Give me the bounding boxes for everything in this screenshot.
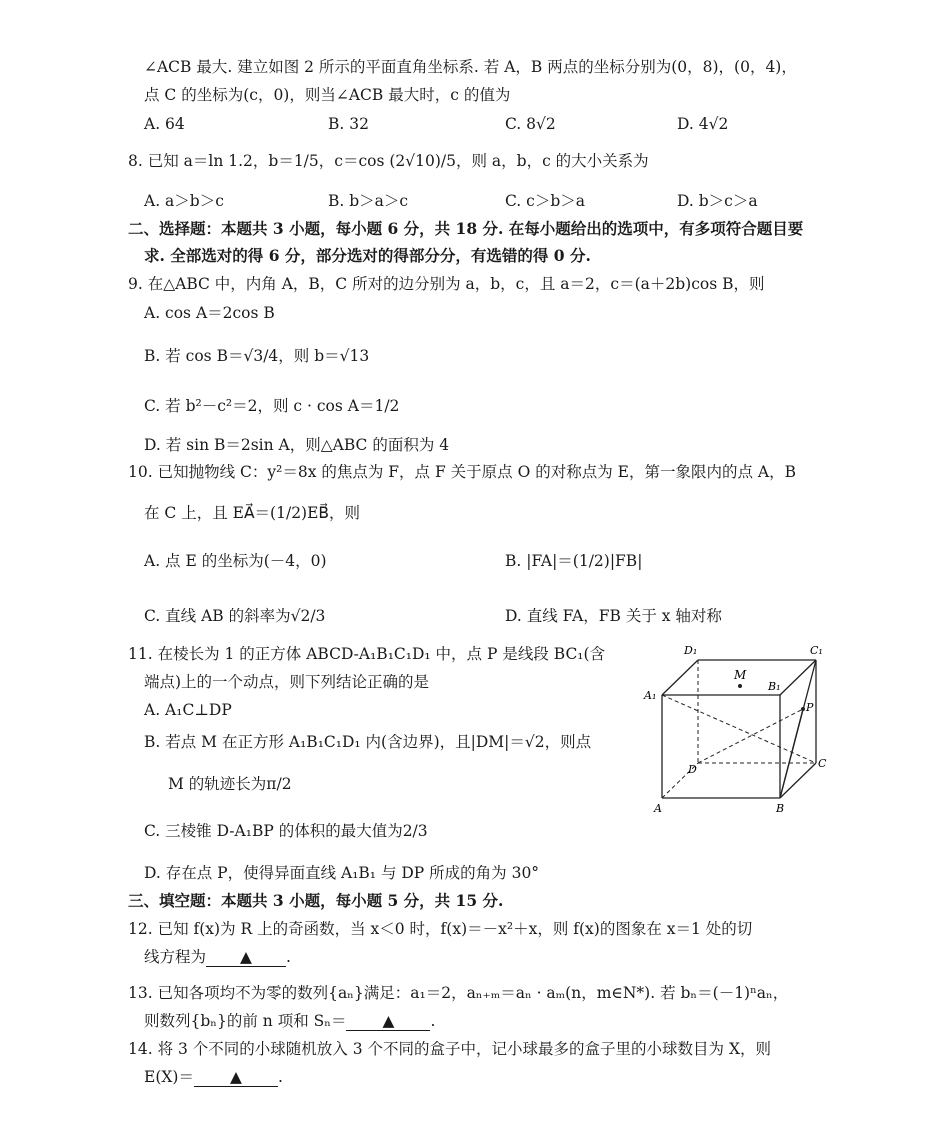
q8-option-b: B. b＞a＞c <box>328 192 409 210</box>
q7-option-b: B. 32 <box>328 115 369 133</box>
q7-option-c: C. 8√2 <box>505 115 556 133</box>
q9-option-a: A. cos A＝2cos B <box>144 304 275 322</box>
q14-line2 <box>144 1066 283 1088</box>
q10-option-a: A. 点 E 的坐标为(－4，0) <box>144 552 327 570</box>
q10-line1: 10. 已知抛物线 C：y²＝8x 的焦点为 F，点 F 关于原点 O 的对称点为 E，第一象限内的点 A，B <box>128 463 796 481</box>
q11-line2: 端点)上的一个动点，则下列结论正确的是 <box>144 673 430 691</box>
q11-option-b: B. 若点 M 在正方形 A₁B₁C₁D₁ 内(含边界)，且|DM|＝√2，则点 <box>144 733 592 751</box>
label-d1: D₁ <box>684 644 698 657</box>
q12-period: . <box>286 948 291 966</box>
cube-figure <box>640 640 850 820</box>
diag-d-p <box>698 709 803 763</box>
edge-b1-c1 <box>780 660 816 695</box>
q11-option-d: D. 存在点 P，使得异面直线 A₁B₁ 与 DP 所成的角为 30° <box>144 864 540 882</box>
q10-option-c: C. 直线 AB 的斜率为√2/3 <box>144 607 326 625</box>
q11-line1: 11. 在棱长为 1 的正方体 ABCD-A₁B₁C₁D₁ 中，点 P 是线段 BC₁(含 <box>128 645 606 663</box>
section3-title: 三、填空题：本题共 3 小题，每小题 5 分，共 15 分. <box>128 891 504 910</box>
edge-a1-d1 <box>662 660 698 695</box>
q13-line2 <box>144 1010 435 1032</box>
q8-option-c: C. c＞b＞a <box>505 192 586 210</box>
q9-option-c: C. 若 b²－c²＝2，则 c · cos A＝1/2 <box>144 397 400 415</box>
label-a1: A₁ <box>644 689 657 702</box>
section2-line1: 二、选择题：本题共 3 小题，每小题 6 分，共 18 分. 在每小题给出的选项中，有多项符合题目要 <box>128 219 804 238</box>
q9-option-d: D. 若 sin B＝2sin A，则△ABC 的面积为 4 <box>144 436 450 454</box>
q13-line2-text: 则数列{bₙ}的前 n 项和 Sₙ＝ <box>144 1012 347 1030</box>
q11-option-a: A. A₁C⊥DP <box>144 701 232 719</box>
q11-option-c: C. 三棱锥 D-A₁BP 的体积的最大值为2/3 <box>144 822 428 840</box>
q10-option-b: B. |FA|＝(1/2)|FB| <box>505 552 643 570</box>
q14-line2-text: E(X)＝ <box>144 1068 194 1086</box>
label-b: B <box>776 802 785 815</box>
label-b1: B₁ <box>768 680 781 693</box>
q14-answer-blank: ▲ <box>194 1068 278 1087</box>
q8-option-a: A. a＞b＞c <box>144 192 224 210</box>
label-p: P <box>806 701 814 714</box>
q14-line1: 14. 将 3 个不同的小球随机放入 3 个不同的盒子中，记小球最多的盒子里的小球数目为 X，则 <box>128 1040 771 1058</box>
point-m <box>738 684 742 688</box>
label-d: D <box>688 763 697 776</box>
q8-option-d: D. b＞c＞a <box>677 192 758 210</box>
q7-option-a: A. 64 <box>144 115 185 133</box>
q13-answer-blank: ▲ <box>346 1012 430 1031</box>
section2-line2: 求. 全部选对的得 6 分，部分选对的得部分分，有选错的得 0 分. <box>144 246 591 265</box>
q14-period: . <box>277 1068 283 1086</box>
q7-line1: ∠ACB 最大. 建立如图 2 所示的平面直角坐标系. 若 A，B 两点的坐标分别为(0，8)，(0，4)， <box>144 58 797 76</box>
segment-p-b <box>780 709 803 798</box>
q12-line2 <box>144 946 291 968</box>
q8-stem: 8. 已知 a＝ln 1.2，b＝1/5，c＝cos (2√10)/5，则 a，b，c 的大小关系为 <box>128 152 649 170</box>
label-a: A <box>654 802 662 815</box>
point-p <box>801 707 805 711</box>
q13-period: . <box>430 1012 436 1030</box>
edge-b-c <box>780 763 816 798</box>
q7-line2: 点 C 的坐标为(c，0)，则当∠ACB 最大时，c 的值为 <box>144 86 511 104</box>
q10-line2: 在 C 上，且 EA⃗＝(1/2)EB⃗，则 <box>144 504 361 522</box>
q11-option-b-cont: M 的轨迹长为π/2 <box>168 775 292 793</box>
diag-a1-c <box>662 695 816 763</box>
q9-stem: 9. 在△ABC 中，内角 A，B，C 所对的边分别为 a，b，c，且 a＝2，c＝(a＋2b)cos B，则 <box>128 275 765 293</box>
label-m: M <box>734 668 747 682</box>
q10-option-d: D. 直线 FA，FB 关于 x 轴对称 <box>505 607 722 625</box>
q13-line1: 13. 已知各项均不为零的数列{aₙ}满足：a₁＝2，aₙ₊ₘ＝aₙ · aₘ(n，m∈N*). 若 bₙ＝(－1)ⁿaₙ， <box>128 984 789 1002</box>
q9-option-b: B. 若 cos B＝√3/4，则 b＝√13 <box>144 347 370 365</box>
q7-option-d: D. 4√2 <box>677 115 729 133</box>
q12-line2-text: 线方程为 <box>144 948 207 966</box>
q12-line1: 12. 已知 f(x)为 R 上的奇函数，当 x＜0 时，f(x)＝－x²＋x，则 f(x)的图象在 x＝1 处的切 <box>128 920 753 938</box>
label-c: C <box>818 757 827 770</box>
q12-answer-blank: ▲ <box>206 948 286 967</box>
label-c1: C₁ <box>810 644 823 657</box>
